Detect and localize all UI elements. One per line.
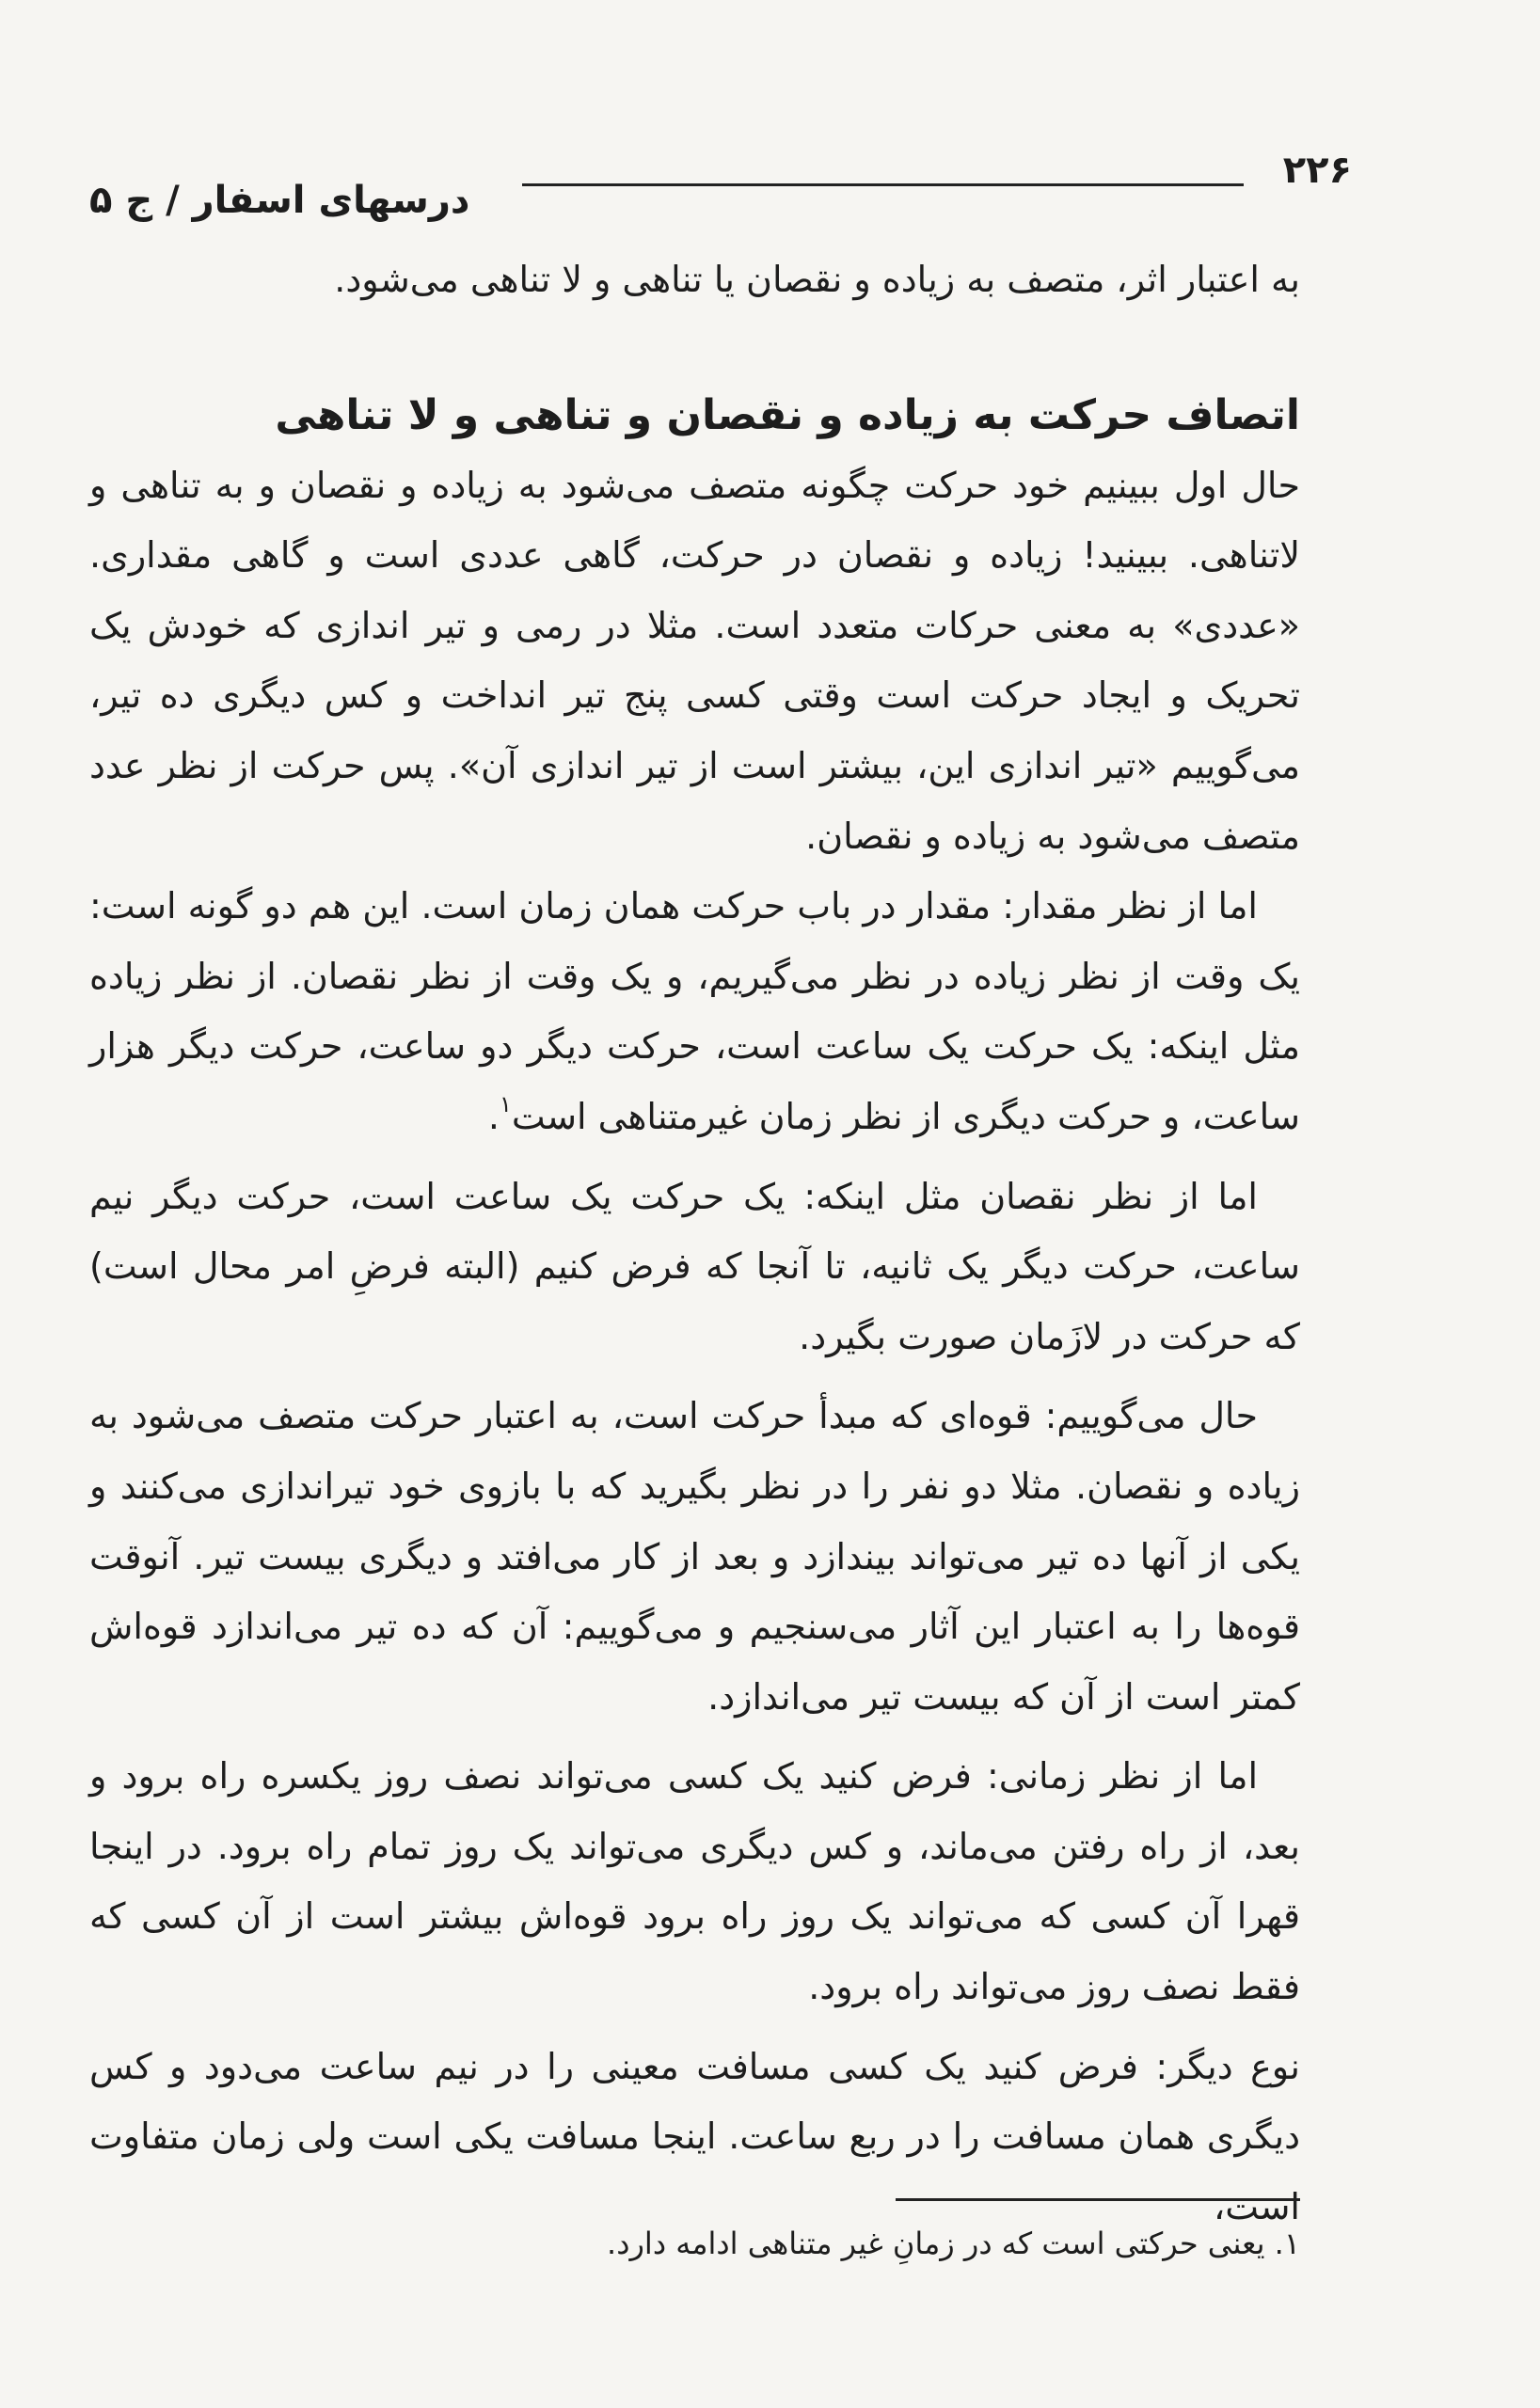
body-text xyxy=(89,245,1300,2242)
paragraph-continued: به اعتبار اثر، متصف به زیاده و نقصان یا تناهی و لا تناهی می‌شود. xyxy=(334,259,1300,300)
paragraph-2-text: اما از نظر مقدار: مقدار در باب حرکت همان زمان است. این هم دو گونه است: یک وقت از نظر زیاده در نظر می‌گیریم، و یک وقت از نظر نقصان. از نظر زیاده مثل اینکه: یک حرکت یک ساعت است، حرکت دیگر دو ساعت، حرکت دیگر هزار ساعت، و حرکت دیگری از نظر زمان غیرمتناهی است xyxy=(89,885,1300,1137)
footnote-reference[interactable]: ۱ xyxy=(499,1090,512,1117)
paragraph-5: اما از نظر زمانی: فرض کنید یک کسی می‌تواند نصف روز یکسره راه برود و بعد، از راه رفتن می‌ماند، و کس دیگری می‌تواند یک روز تمام راه برود. در اینجا قهرا آن کسی که می‌تواند یک روز راه برود قوه‌اش بیشتر است از آن کسی که فقط نصف روز می‌تواند راه برود. xyxy=(89,1755,1300,2008)
paragraph-2: اما از نظر مقدار: مقدار در باب حرکت همان زمان است. این هم دو گونه است: یک وقت از نظر زیاده در نظر می‌گیریم، و یک وقت از نظر نقصان. از نظر زیاده مثل اینکه: یک حرکت یک ساعت است، حرکت دیگر دو ساعت، حرکت دیگر هزار ساعت، و حرکت دیگری از نظر زمان غیرمتناهی است$^۱$. xyxy=(89,885,1300,1137)
paragraph-4: حال می‌گوییم: قوه‌ای که مبدأ حرکت است، به اعتبار حرکت متصف می‌شود به زیاده و نقصان. مثلا دو نفر را در نظر بگیرید که با بازوی خود تیراندازی می‌کنند و یکی از آنها ده تیر می‌تواند بیندازد و بعد از کار می‌افتد و دیگری بیست تیر. آنوقت قوه‌ها را به اعتبار این آثار می‌سنجیم و می‌گوییم: آن که ده تیر می‌اندازد قوه‌اش کمتر است از آن که بیست تیر می‌اندازد. xyxy=(89,1395,1300,1718)
header-rule xyxy=(522,183,1244,186)
section-heading: اتصاف حرکت به زیاده و نقصان و تناهی و لا تناهی xyxy=(275,390,1300,439)
page-number: ۲۲۶ xyxy=(1282,149,1352,192)
paragraph-6: نوع دیگر: فرض کنید یک کسی مسافت معینی را در نیم ساعت می‌دود و کس دیگری همان مسافت را در ربع ساعت. اینجا مسافت یکی است ولی زمان متفاوت است، xyxy=(89,2045,1300,2227)
footnote-rule xyxy=(896,2198,1300,2201)
paragraph-3: اما از نظر نقصان مثل اینکه: یک حرکت یک ساعت است، حرکت دیگر نیم ساعت، حرکت دیگر یک ثانیه، تا آنجا که فرض کنیم (البته فرضِ امر محال است) که حرکت در لازَمان صورت بگیرد. xyxy=(89,1175,1300,1357)
running-title: درسهای اسفار / ج ۵ xyxy=(89,179,470,222)
footnote: ۱. یعنی حرکتی است که در زمانِ غیر متناهی ادامه دارد. xyxy=(607,2226,1300,2261)
page-header xyxy=(89,141,1352,226)
paragraph-1: حال اول ببینیم خود حرکت چگونه متصف می‌شود به زیاده و نقصان و به تناهی و لاتناهی. ببینید! زیاده و نقصان در حرکت، گاهی عددی است و گاهی مقداری. «عددی» به معنی حرکات متعدد است. مثلا در رمی و تیر اندازی که خودش یک تحریک و ایجاد حرکت است وقتی کسی پنج تیر انداخت و کس دیگری ده تیر، می‌گوییم «تیر اندازی این، بیشتر است از تیر اندازی آن». پس حرکت از نظر عدد متصف می‌شود به زیاده و نقصان. xyxy=(89,464,1300,857)
